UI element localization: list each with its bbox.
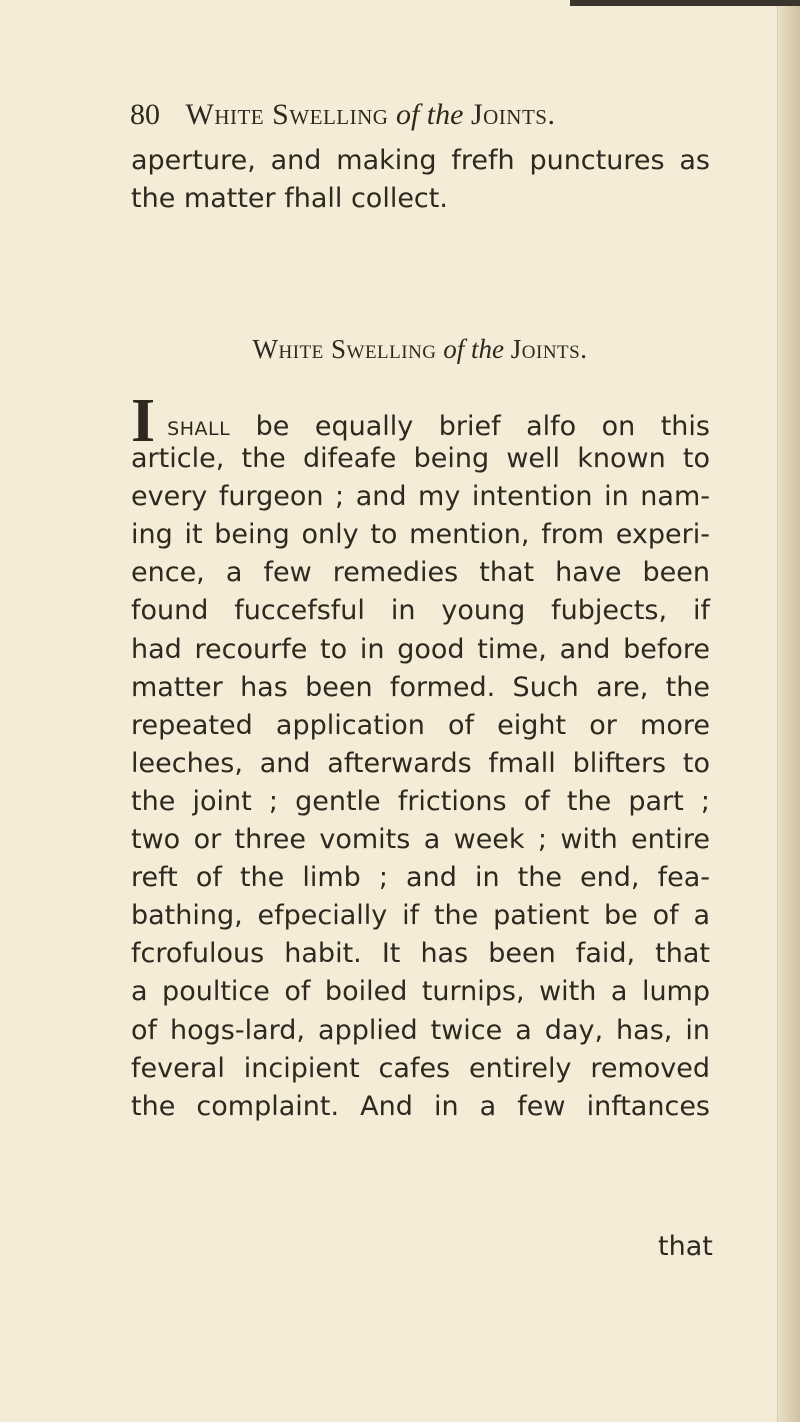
body-line: repeated application of eight or more xyxy=(131,709,710,741)
section-heading xyxy=(0,334,800,365)
section-heading-title: White Swelling xyxy=(252,334,437,364)
body-line: ence, a few remedies that have been xyxy=(131,557,710,589)
body-line: the complaint. And in a few inftances xyxy=(131,1090,710,1122)
page-edge xyxy=(777,0,800,1422)
body-line: had recourfe to in good time, and before xyxy=(131,633,710,665)
running-head-end: Joints. xyxy=(470,98,556,131)
running-head-title: White Swelling xyxy=(185,98,389,131)
body-line: fcrofulous habit. It has been faid, that xyxy=(131,938,710,970)
body-line: matter has been formed. Such are, the xyxy=(131,671,710,703)
catchword: that xyxy=(658,1231,713,1262)
body-line: bathing, efpecially if the patient be of a xyxy=(131,900,710,932)
running-head xyxy=(130,98,710,132)
body-line: reft of the limb ; and in the end, fea- xyxy=(131,862,710,894)
first-word: shall xyxy=(167,411,231,442)
page-number: 80 xyxy=(130,98,160,131)
body-line: two or three vomits a week ; with entire xyxy=(131,824,710,855)
intro-line: aperture, and making frefh punctures as xyxy=(131,145,710,176)
body-line: feveral incipient cafes entirely removed xyxy=(131,1052,710,1084)
body-line: leeches, and afterwards fmall blifters to xyxy=(131,747,710,779)
page-edge-shadow xyxy=(570,0,800,6)
body-line: a poultice of boiled turnips, with a lump xyxy=(131,976,710,1008)
first-line-rest: be equally brief alfo on this xyxy=(230,411,710,442)
running-head-of: of the xyxy=(395,98,464,131)
section-heading-of: of the xyxy=(443,334,505,364)
body-line: every furgeon ; and my intention in nam- xyxy=(131,481,710,513)
body-line: found fuccefsful in young fubjects, if xyxy=(131,595,710,627)
body-line: the joint ; gentle frictions of the part ; xyxy=(131,785,710,817)
drop-cap: I xyxy=(131,387,156,455)
body-line: of hogs-lard, applied twice a day, has, in xyxy=(131,1014,710,1046)
body-line: article, the difeafe being well known to xyxy=(131,443,710,474)
intro-line: the matter fhall collect. xyxy=(131,183,448,214)
body-line: ing it being only to mention, from experi- xyxy=(131,519,710,551)
section-heading-end: Joints. xyxy=(510,334,588,364)
